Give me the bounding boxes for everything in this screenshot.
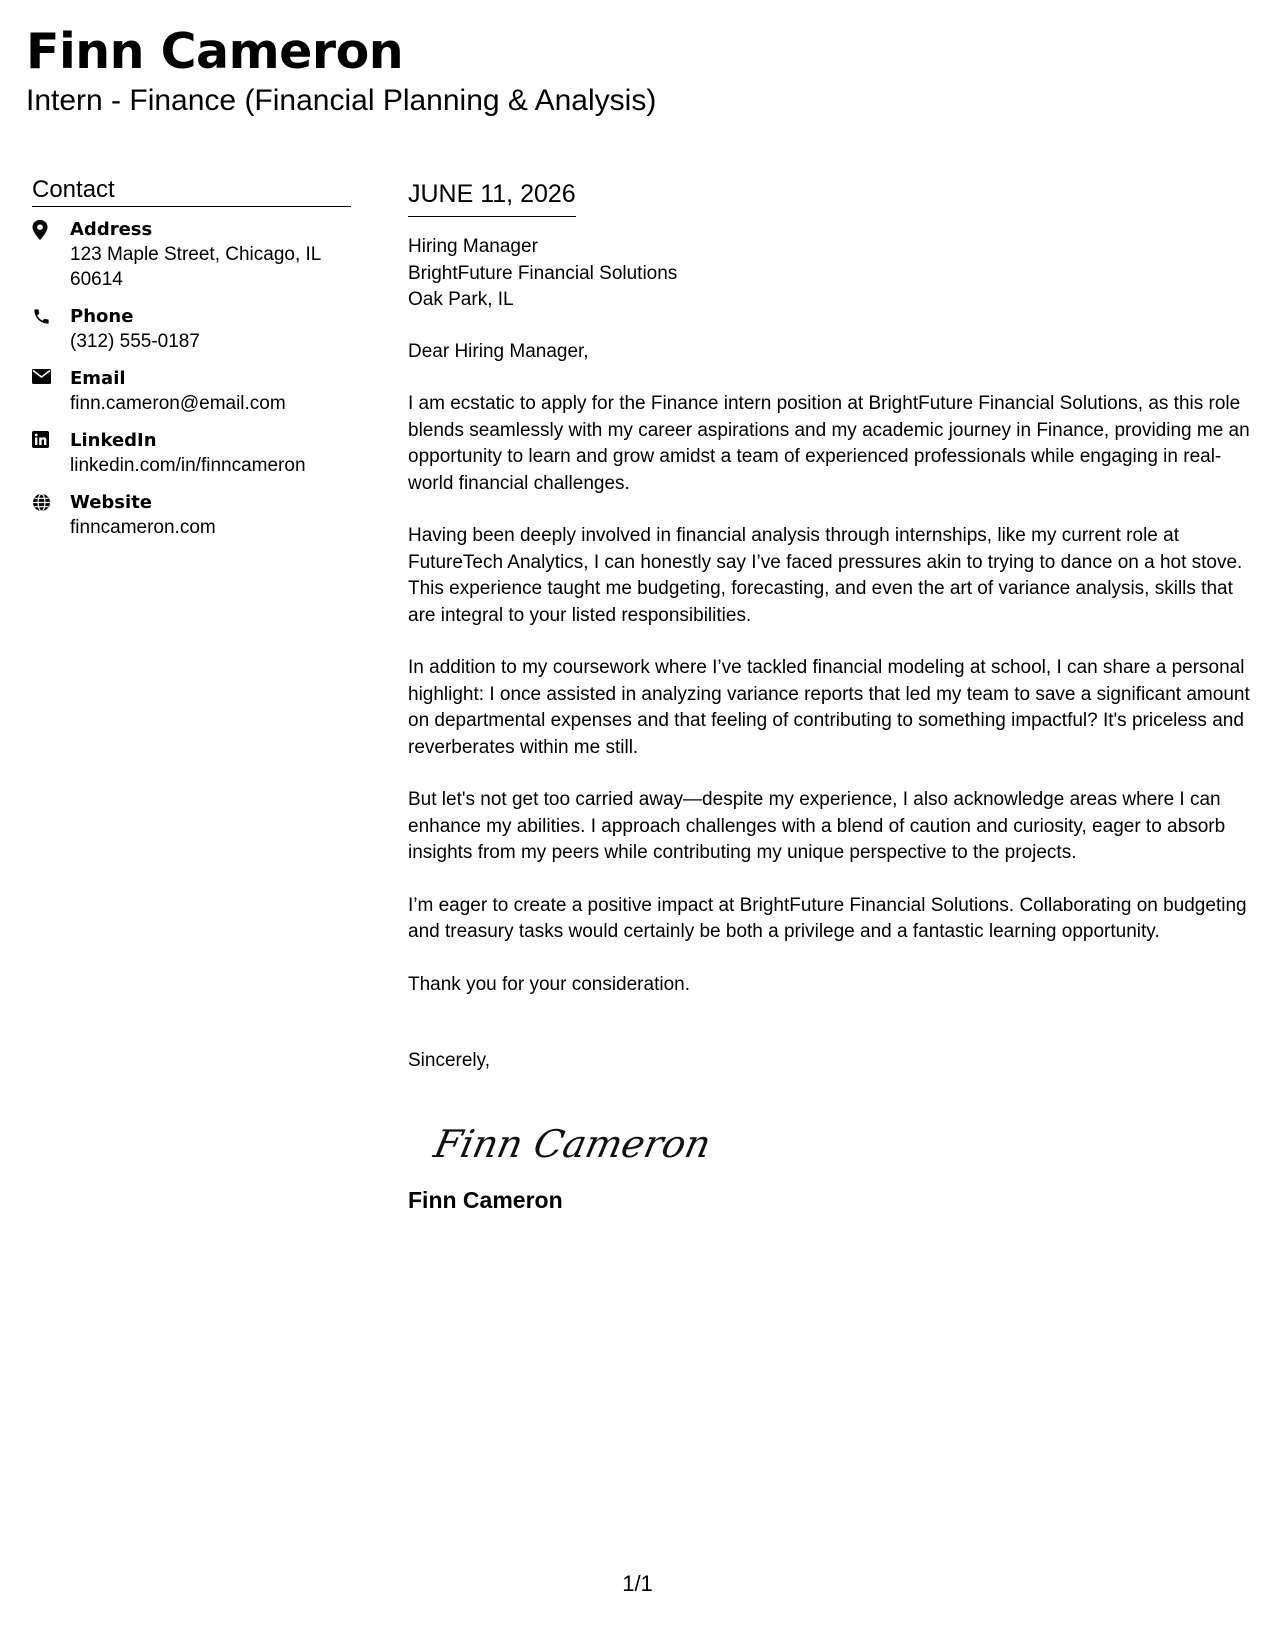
recipient-line: Hiring Manager	[408, 236, 538, 257]
closing: Sincerely,	[408, 1050, 491, 1071]
applicant-name: Finn Cameron	[26, 23, 404, 80]
body-paragraph: Having been deeply involved in financial analysis through internships, like my current role at FutureTech Analytics, I can honestly say I’ve faced pressures akin to trying to dance on a hot stove. This experience taught me budgeting, forecasting, and even the art of variance analysis, skills that are integral to your listed responsibilities.	[408, 525, 1243, 626]
contact-section-title: Contact	[32, 175, 351, 207]
job-title: Intern - Finance (Financial Planning & Analysis)	[26, 84, 657, 117]
recipient-line: Oak Park, IL	[408, 289, 514, 310]
body-paragraph: Thank you for your consideration.	[408, 973, 690, 995]
svg-text:Finn Cameron: Finn Cameron	[430, 1121, 715, 1167]
contact-website	[32, 490, 351, 540]
contact-email	[32, 366, 351, 416]
phone-value: (312) 555-0187	[70, 331, 200, 352]
contact-address	[32, 217, 351, 292]
body-paragraph: I am ecstatic to apply for the Finance intern position at BrightFuture Financial Solutions, as this role blends seamlessly with my career aspirations and my academic journey in Finance, providing me an opportunity to learn and grow amidst a team of experienced professionals while engaging in real-world financial challenges.	[408, 393, 1250, 494]
recipient-block	[408, 234, 1253, 314]
website-value[interactable]: finncameron.com	[70, 517, 216, 538]
website-label: Website	[70, 492, 153, 513]
email-label: Email	[70, 368, 126, 389]
contact-sidebar	[32, 175, 351, 552]
body-paragraph: But let's not get too carried away—despite my experience, I also acknowledge areas where I can enhance my abilities. I approach challenges with a blend of caution and curiosity, eager to absorb insights from my peers while contributing my unique perspective to the projects.	[408, 789, 1226, 863]
page-number: 1/1	[622, 1571, 653, 1596]
letter-body	[408, 175, 1253, 1215]
address-value: 123 Maple Street, Chicago, IL 60614	[70, 244, 321, 290]
salutation: Dear Hiring Manager,	[408, 340, 589, 362]
contact-linkedin	[32, 428, 351, 478]
envelope-icon	[32, 366, 70, 384]
email-value[interactable]: finn.cameron@email.com	[70, 393, 286, 414]
header	[26, 22, 656, 119]
address-label: Address	[70, 219, 153, 240]
linkedin-icon	[32, 428, 70, 448]
body-paragraph: In addition to my coursework where I’ve tackled financial modeling at school, I can share a personal highlight: I once assisted in analyzing variance reports that led my team to save a significant amount on departmental expenses and that feeling of contributing to something impactful? It's priceless and reverberates within me still.	[408, 657, 1250, 758]
letter-date: JUNE 11, 2026	[408, 175, 576, 217]
linkedin-value[interactable]: linkedin.com/in/finncameron	[70, 455, 306, 476]
map-pin-icon	[32, 217, 70, 240]
body-paragraph: I’m eager to create a positive impact at BrightFuture Financial Solutions. Collaborating on budgeting and treasury tasks would certainly be both a privilege and a fantastic learning opportunity.	[408, 894, 1247, 942]
recipient-line: BrightFuture Financial Solutions	[408, 262, 678, 284]
contact-phone	[32, 304, 351, 354]
linkedin-label: LinkedIn	[70, 430, 157, 451]
globe-icon	[32, 490, 70, 512]
phone-label: Phone	[70, 306, 134, 327]
handwritten-signature	[432, 1111, 1253, 1177]
phone-icon	[32, 304, 70, 326]
signer-name: Finn Cameron	[408, 1186, 563, 1213]
